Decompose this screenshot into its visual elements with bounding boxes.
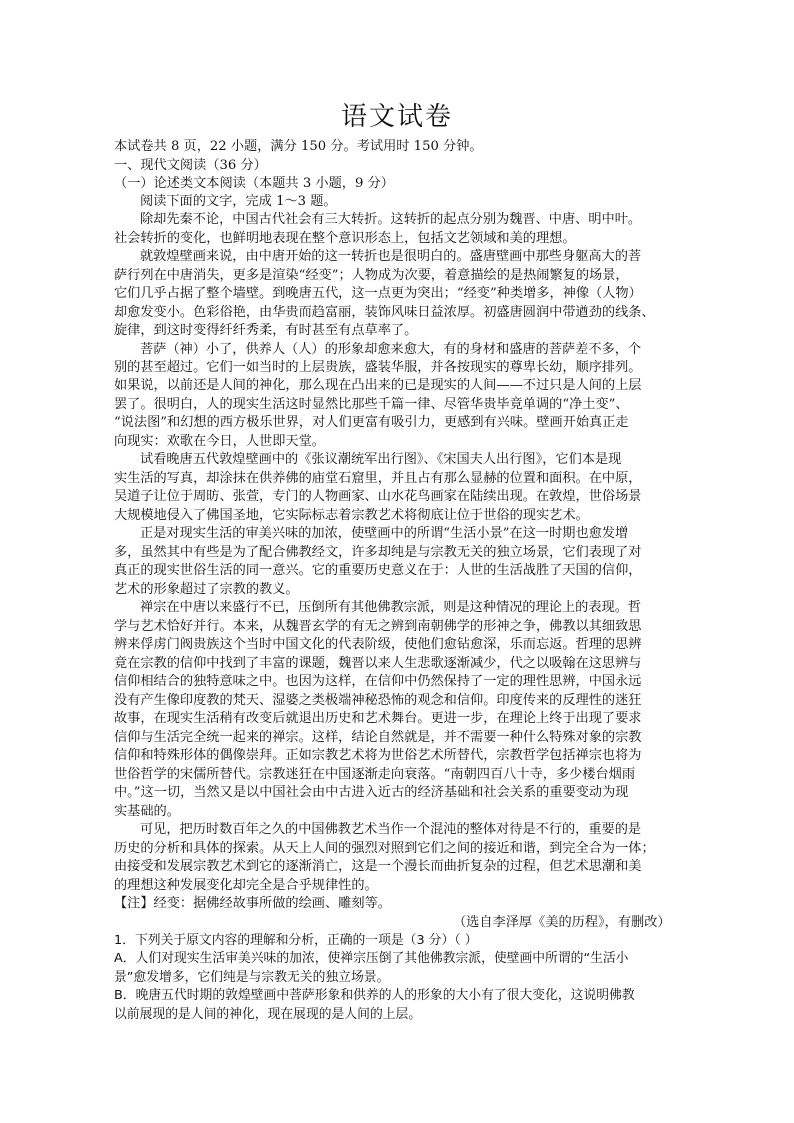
source-citation: （选自李泽厚《美的历程》，有删改） [453,915,671,930]
question-line: 以前展现的是人间的神化，现在展现的是人间的上层。 [114,1007,422,1022]
text-line: 社会转折的变化，也鲜明地表现在整个意识形态上，包括文艺领域和美的理想。 [114,231,576,246]
text-line: 艺术的形象超过了宗教的教义。 [114,582,299,597]
text-line: 世俗哲学的宋儒所替代。宗教迷狂在中国逐渐走向衰落。“南朝四百八十寺，多少楼台烟雨 [114,767,636,782]
text-line: （一）论述类文本阅读（本题共 3 小题，9 分） [114,176,394,191]
text-line: 本试卷共 8 页，22 小题，满分 150 分。考试用时 150 分钟。 [114,139,483,154]
text-line: 竟在宗教的信仰中找到了丰富的课题，魏晋以来人生悲歌逐渐减少，代之以吸翰在这思辨与 [114,656,642,671]
text-line: 却愈发变小。色彩俗艳，由华贵而趋富丽，装饰风味日益浓厚。初盛唐圆润中带遒劲的线条、 [114,305,655,320]
text-line: 【注】经变：据佛经故事所做的绘画、雕刻等。 [114,896,391,911]
question-line: 景”愈发增多，它们纯是与宗教无关的独立场景。 [114,970,390,985]
text-line: 多，虽然其中有些是为了配合佛教经文，许多却纯是与宗教无关的独立场景，它们表现了对 [114,545,642,560]
text-line: 信仰与生活完全统一起来的禅宗。这样，结论自然就是，并不需要一种什么特殊对象的宗教 [114,730,642,745]
text-line: 学与艺术恰好并行。本来，从魏晋玄学的有无之辨到南朝佛学的形神之争，佛教以其细致思 [114,619,642,634]
text-line: 一、现代文阅读（36 分） [114,158,267,173]
text-line: 的理想这种发展变化却完全是合乎规律性的。 [114,878,378,893]
text-line: 别的甚至超过。它们一如当时的上层贵族，盛装华服，并各按现实的尊卑长幼，顺序排列。 [114,360,642,375]
text-line: 信仰相结合的独特意味之中。也因为这样，在信仰中仍然保持了一定的理性思辨，中国永远 [114,674,642,689]
text-line: 萨行列在中唐消失，更多是渲染“经变”；人物成为次要，着意描绘的是热闹繁复的场景， [114,268,629,283]
text-line: 信仰和特殊形体的偶像崇拜。正如宗教艺术将为世俗艺术所替代，宗教哲学包括禅宗也将为 [114,748,642,763]
text-line: 由接受和发展宗教艺术到它的逐渐消亡，这是一个漫长而曲折复杂的过程，但艺术思潮和美 [114,859,642,874]
text-line: 旋律，到这时变得纤纤秀柔，有时甚至有点草率了。 [114,323,418,338]
question-line: A．人们对现实生活审美兴味的加浓，使禅宗压倒了其他佛教宗派，使壁画中所谓的“生活小 [114,951,629,966]
text-line: 辨来俘虏门阀贵族这个当时中国文化的代表阶级，使他们愈钻愈深，乐而忘返。哲理的思辨 [114,637,642,652]
text-line: 阅读下面的文字，完成 1～3 题。 [140,194,337,209]
question-line: 1．下列关于原文内容的理解和分析，正确的一项是（3 分）（ ） [114,933,478,948]
text-line: 历史的分析和具体的探索。从天上人间的强烈对照到它们之间的接近和谐，到完全合为一体； [114,841,655,856]
text-line: 没有产生像印度教的梵天、湿婆之类极端神秘恐怖的观念和信仰。印度传来的反理性的迷狂 [114,693,642,708]
text-line: 菩萨（神）小了，供养人（人）的形象却愈来愈大，有的身材和盛唐的菩萨差不多，个 [140,342,642,357]
question-line: B．晚唐五代时期的敦煌壁画中菩萨形象和供养的人的形象的大小有了很大变化，这说明佛教 [114,988,635,1003]
text-line: 吴道子让位于周昉、张萱，专门的人物画家、山水花鸟画家在陆续出现。在敦煌，世俗场景 [114,489,642,504]
text-line: 大规模地侵入了佛国圣地，它实际标志着宗教艺术将彻底让位于世俗的现实艺术。 [114,508,589,523]
text-line: “说法图”和幻想的西方极乐世界，对人们更富有吸引力，更感到有兴味。壁画开始真正走 [114,415,629,430]
text-line: 它们几乎占据了整个墙壁。到晚唐五代，这一点更为突出；“经变”种类增多，神像（人物） [114,286,642,301]
text-line: 真正的现实世俗生活的同一意兴。它的重要历史意义在于：人世的生活战胜了天国的信仰， [114,563,642,578]
text-line: 除却先秦不论，中国古代社会有三大转折。这转折的起点分别为魏晋、中唐、明中叶。 [140,212,642,227]
text-line: 如果说，以前还是人间的神化，那么现在凸出来的已是现实的人间——不过只是人间的上层 [114,378,642,393]
text-line: 禅宗在中唐以来盛行不已，压倒所有其他佛教宗派，则是这种情况的理论上的表现。哲 [140,600,642,615]
text-line: 正是对现实生活的审美兴味的加浓，使壁画中的所谓“生活小景”在这一时期也愈发增 [140,526,629,541]
text-line: 可见，把历时数百年之久的中国佛教艺术当作一个混沌的整体对待是不行的，重要的是 [140,822,642,837]
text-line: 试看晚唐五代敦煌壁画中的《张议潮统军出行图》、《宋国夫人出行图》，它们本是现 [140,452,622,467]
text-line: 故事，在现实生活稍有改变后就退出历史和艺术舞台。更进一步，在理论上终于出现了要求 [114,711,642,726]
page-title: 语文试卷 [340,102,453,132]
text-line: 就敦煌壁画来说，由中唐开始的这一转折也是很明白的。盛唐壁画中那些身躯高大的菩 [140,249,642,264]
text-line: 实基础的。 [114,804,180,819]
text-line: 实生活的写真，却涂抹在供养佛的庙堂石窟里，并且占有那么显赫的位置和面积。在中原， [114,471,642,486]
text-line: 罢了。很明白，人的现实生活这时显然比那些千篇一律、尽管华贵毕竟单调的“净土变”、 [114,397,629,412]
text-line: 向现实：欢歌在今日，人世即天堂。 [114,434,325,449]
text-line: 中。”这一切，当然又是以中国社会由中古进入近古的经济基础和社会关系的重要变动为现 [114,785,629,800]
